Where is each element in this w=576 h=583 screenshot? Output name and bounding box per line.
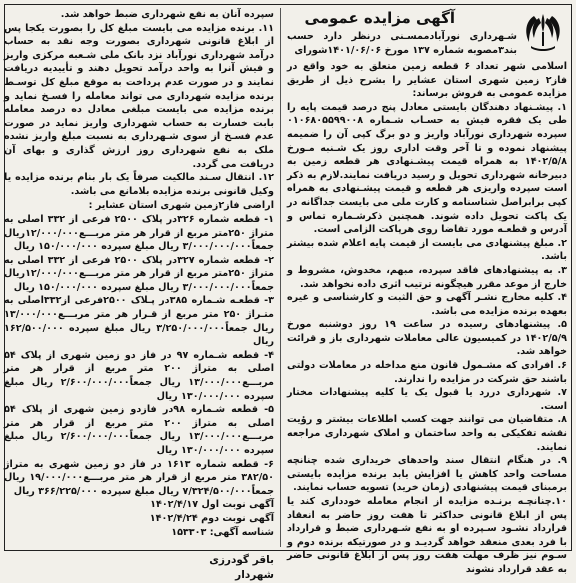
lot-item: ۶- قطعه شماره ۱۶۱۳ در فاز دو زمین شهری به متراژ ۳۸۲/۵۰ متر مربع از قرار هر متر مربـــع۱۹/۰۰۰/۰۰۰ ریال جمعاً۷/۳۲۴/۵۰۰/۰۰۰ ریال مبلغ سپرده ۳۶۶/۲۲۵/۰۰۰ ریال [4, 458, 274, 497]
condition-item: ۳. به پیشنهادهای فاقد سپرده، مبهم، مخدوش، مشروط و خارج از موعد مقرر هیچگونه ترتیب اثری داده نخواهد شد. [287, 264, 567, 290]
condition-item: ۶. افرادی که مشـمول قانون منع مداخله در معاملات دولتی باشند حق شرکت در مزایده را ندارند. [287, 360, 567, 385]
right-conditions-list [287, 101, 567, 577]
condition-item: ۱۲. انتقال سـند مالکیت صرفاً یک بار بنام برنده مزایده یا وکیل قانونی برنده مزایده بلامانع می باشد. [4, 172, 274, 197]
signature-block [4, 553, 274, 583]
lot-item: ۴- قطعه شـماره ۹۷ در فاز دو زمین شهری از پلاک ۵۴ اصلی به متراژ ۲۰۰ متر مربع از قرار هر متر مربـــع۱۳/۰۰۰/۰۰۰ ریال جمعاً۲/۶۰۰/۰۰۰/۰۰۰ ریال مبلغ سپرده ۱۳۰/۰۰۰/۰۰۰ ریال [4, 349, 274, 402]
intro-line-1: شـهرداری نورآبادممسـنی درنظر دارد حسب بند۳مصوبه شماره ۱۳۷ مورخ ۱۴۰۱/۰۶/۰۶شورای [287, 31, 517, 56]
signer-title: شهردار [235, 569, 274, 582]
publication-info [4, 498, 274, 539]
iran-emblem-icon [521, 10, 565, 58]
condition-item: سپرده آنان به نفع شهرداری ضبط خواهد شد. [60, 9, 274, 20]
condition-item: ۵. پیشنهادهای رسیده در ساعت ۱۹ روز دوشنبه مورخ ۱۴۰۲/۵/۹ در کمیسیون عالی معاملات شهرداری باز و قرائت خواهد شد. [287, 319, 567, 358]
condition-item: ۴. کلیه مخارج نشـر آگهی و حق الثبت و کارشناسی و غیره بعهده برنده مزایده می باشد. [287, 292, 567, 317]
notice-title: آگهی مزایده عمومی [304, 9, 455, 27]
condition-item: ۱۰.چنانچـه برنـده مزایده از انجام معامله خودداری کند یا پس از ابلاغ قانونی حداکثر تا هفت روز حاضر به انعقاد قرارداد نشـود سـپرده او به نفع شـهرداری ضبط و قرارداد با فرد بعدی منعقد خواهد گردیـد و در صورتیکه برنده دوم و سـوم نیز ظرف مهلت هفت روز پس از ابلاغ قانونی حاضر به عقد قرارداد نشوند [287, 496, 567, 575]
publish-date-second: آگهی نوبت دوم ۱۴۰۲/۴/۲۴ [149, 512, 274, 524]
condition-item: ۱. پیشـنهاد دهندگان بایستی معادل پنج درصد قیمت پایه را طی یک فقره فیش به حسـاب شـماره ۰۱۰۶۸۰۵۵۹۹۰۰۸ سپرده شهرداری نورآباد واریز و دو برگ کپی آن را ضمیمه پیشنهاد نموده و تا آخر وقت اداری روز یک شـنبه مـورخ ۱۴۰۲/۵/۸ به همراه قیمت پیشـنهادی هر قطعه زمین به دبیرخانه شهرداری تحویل و رسید دریافت نمایند.لازم به ذکر است سپرده واریزی هر قطعه و قیمت پیشـنهادی به همراه کپی برابراصل شناسنامه و کارت ملی می بایست جداگانه در یک پاکت تحویل داده شوند. همچنین ذکرشـماره تماس و آدرس و قطعـه مورد تقاضا روی هرپاکت الزامی است. [287, 101, 567, 236]
condition-item: ۹. در هنگام انتقال سند واحدهای خریداری شده چنانچه مساحت واحد کاهش یا افزایش یابد برنده مزایده بایستی برمبنای قیمت پیشنهادی (زمان خرید) تسویه حساب نمایند. [287, 455, 567, 494]
right-column [287, 8, 567, 575]
lots-heading: اراضی فاز۲زمین شهری استان عشایر : [88, 200, 274, 212]
condition-item: ۷. شهرداری دررد یا قبول یک یا کلیه پیشنهادات مختار است. [287, 387, 567, 412]
signer-name: باقر گودرزی [209, 554, 274, 567]
lots-list [4, 213, 274, 498]
auction-notice [4, 4, 572, 582]
notice-id: شناسه آگهی: ۱۵۳۳۰۳ [171, 526, 274, 538]
publish-date-first: آگهی نوبت اول ۱۴۰۲/۴/۱۷ [150, 499, 274, 511]
column-divider [280, 8, 281, 547]
condition-item: ۸. متقاضیان می توانند جهت کسب اطلاعات بیشتر و رؤیت نقشه تفکیکی به واحد ساختمان و املاک شهرداری مراجعه نمایند. [287, 414, 567, 453]
intro-paragraph: اسلامی شهر تعداد ۶ قطعه زمین متعلق به خود واقع در فاز۲ زمین شهری استان عشایر را بشرح ذیل از طریق مزایده عمومی به فروش برساند: [287, 61, 567, 100]
lot-item: ۱- قطعه شماره ۳۲۶در پلاک ۲۵۰۰ فرعی از ۳۳۲ اصلی به متراژ ۲۵۰متر مربع از قرار هر متر مربـــع۱۲/۰۰۰/۰۰۰ریال جمعاً۳/۰۰۰/۰۰۰/۰۰۰ ریال مبلغ سپرده ۱۵۰/۰۰۰/۰۰۰ ریال [4, 213, 274, 253]
left-column [4, 8, 275, 582]
lot-item: ۲- قطعه شماره ۳۲۷در پلاک ۲۵۰۰ فرعی از ۳۳۲ اصلی به متراژ ۲۵۰متر مربع از قرار هر متر مربـــع۱۲/۰۰۰/۰۰۰ریال جمعاً۳/۰۰۰/۰۰۰/۰۰۰ ریال مبلغ سپرده ۱۵۰/۰۰۰/۰۰۰ ریال [4, 254, 274, 293]
lot-item: ۵- قطعه شـماره ۹۸در فازدو زمین شهری از پلاک ۵۴ اصلی به متراژ ۲۰۰ متر مربع از قرار هر متر مربـــع۱۳/۰۰۰/۰۰۰ ریال جمعاً۲/۶۰۰/۰۰۰/۰۰۰ ریال مبلغ سپرده ۱۳۰/۰۰۰/۰۰۰ ریال [4, 404, 275, 456]
left-conditions-list [4, 8, 274, 198]
lot-item: ۳- قطعـه شـماره ۳۸۵در پـلاک ۲۵۰۰فرعی از۳۳۲اصلی به متـراژ ۲۵۰ متر مربع از قـرار هر متر مربـــع۱۳/۰۰۰/۰۰۰ ریال جمعاً۳/۲۵۰/۰۰۰/۰۰۰ ریال مبلغ سپرده ۱۶۲/۵۰۰/۰۰۰ ریال [4, 295, 274, 348]
condition-item: ۲. مبلغ پیشنهادی می بایست از قیمت پایه اعلام شده بیشتر باشد. [287, 237, 567, 263]
notice-header [287, 8, 567, 60]
condition-item: ۱۱. برنده مزایده می بایست مبلغ کل را بصورت یکجا پس از ابلاغ قانونی شهرداری بصورت وجه نقد به حساب درآمد شهرداری نورآباد نزد بانک ملی شـعبه مرکزی واریز و فیش آنرا به واحد درآمد تحویل دهند و تأییدیه دریافت نمایند و در صورت عدم پرداخت به موقع مبلغ کل توسـط برنده مزایده شهرداری می تواند معامله را فسـخ نماید و برنده مزایده می بایست مبلغی معادل ده درصد معامله بابت خسارت به حساب شهرداری واریز نماید در صورت عدم فسـخ از سوی شـهرداری به نسبت مبلغ واریز نشده ملک به نفع شهرداری روز ارزش گذاری و بهای آن دریافت می گردد. [4, 22, 274, 170]
